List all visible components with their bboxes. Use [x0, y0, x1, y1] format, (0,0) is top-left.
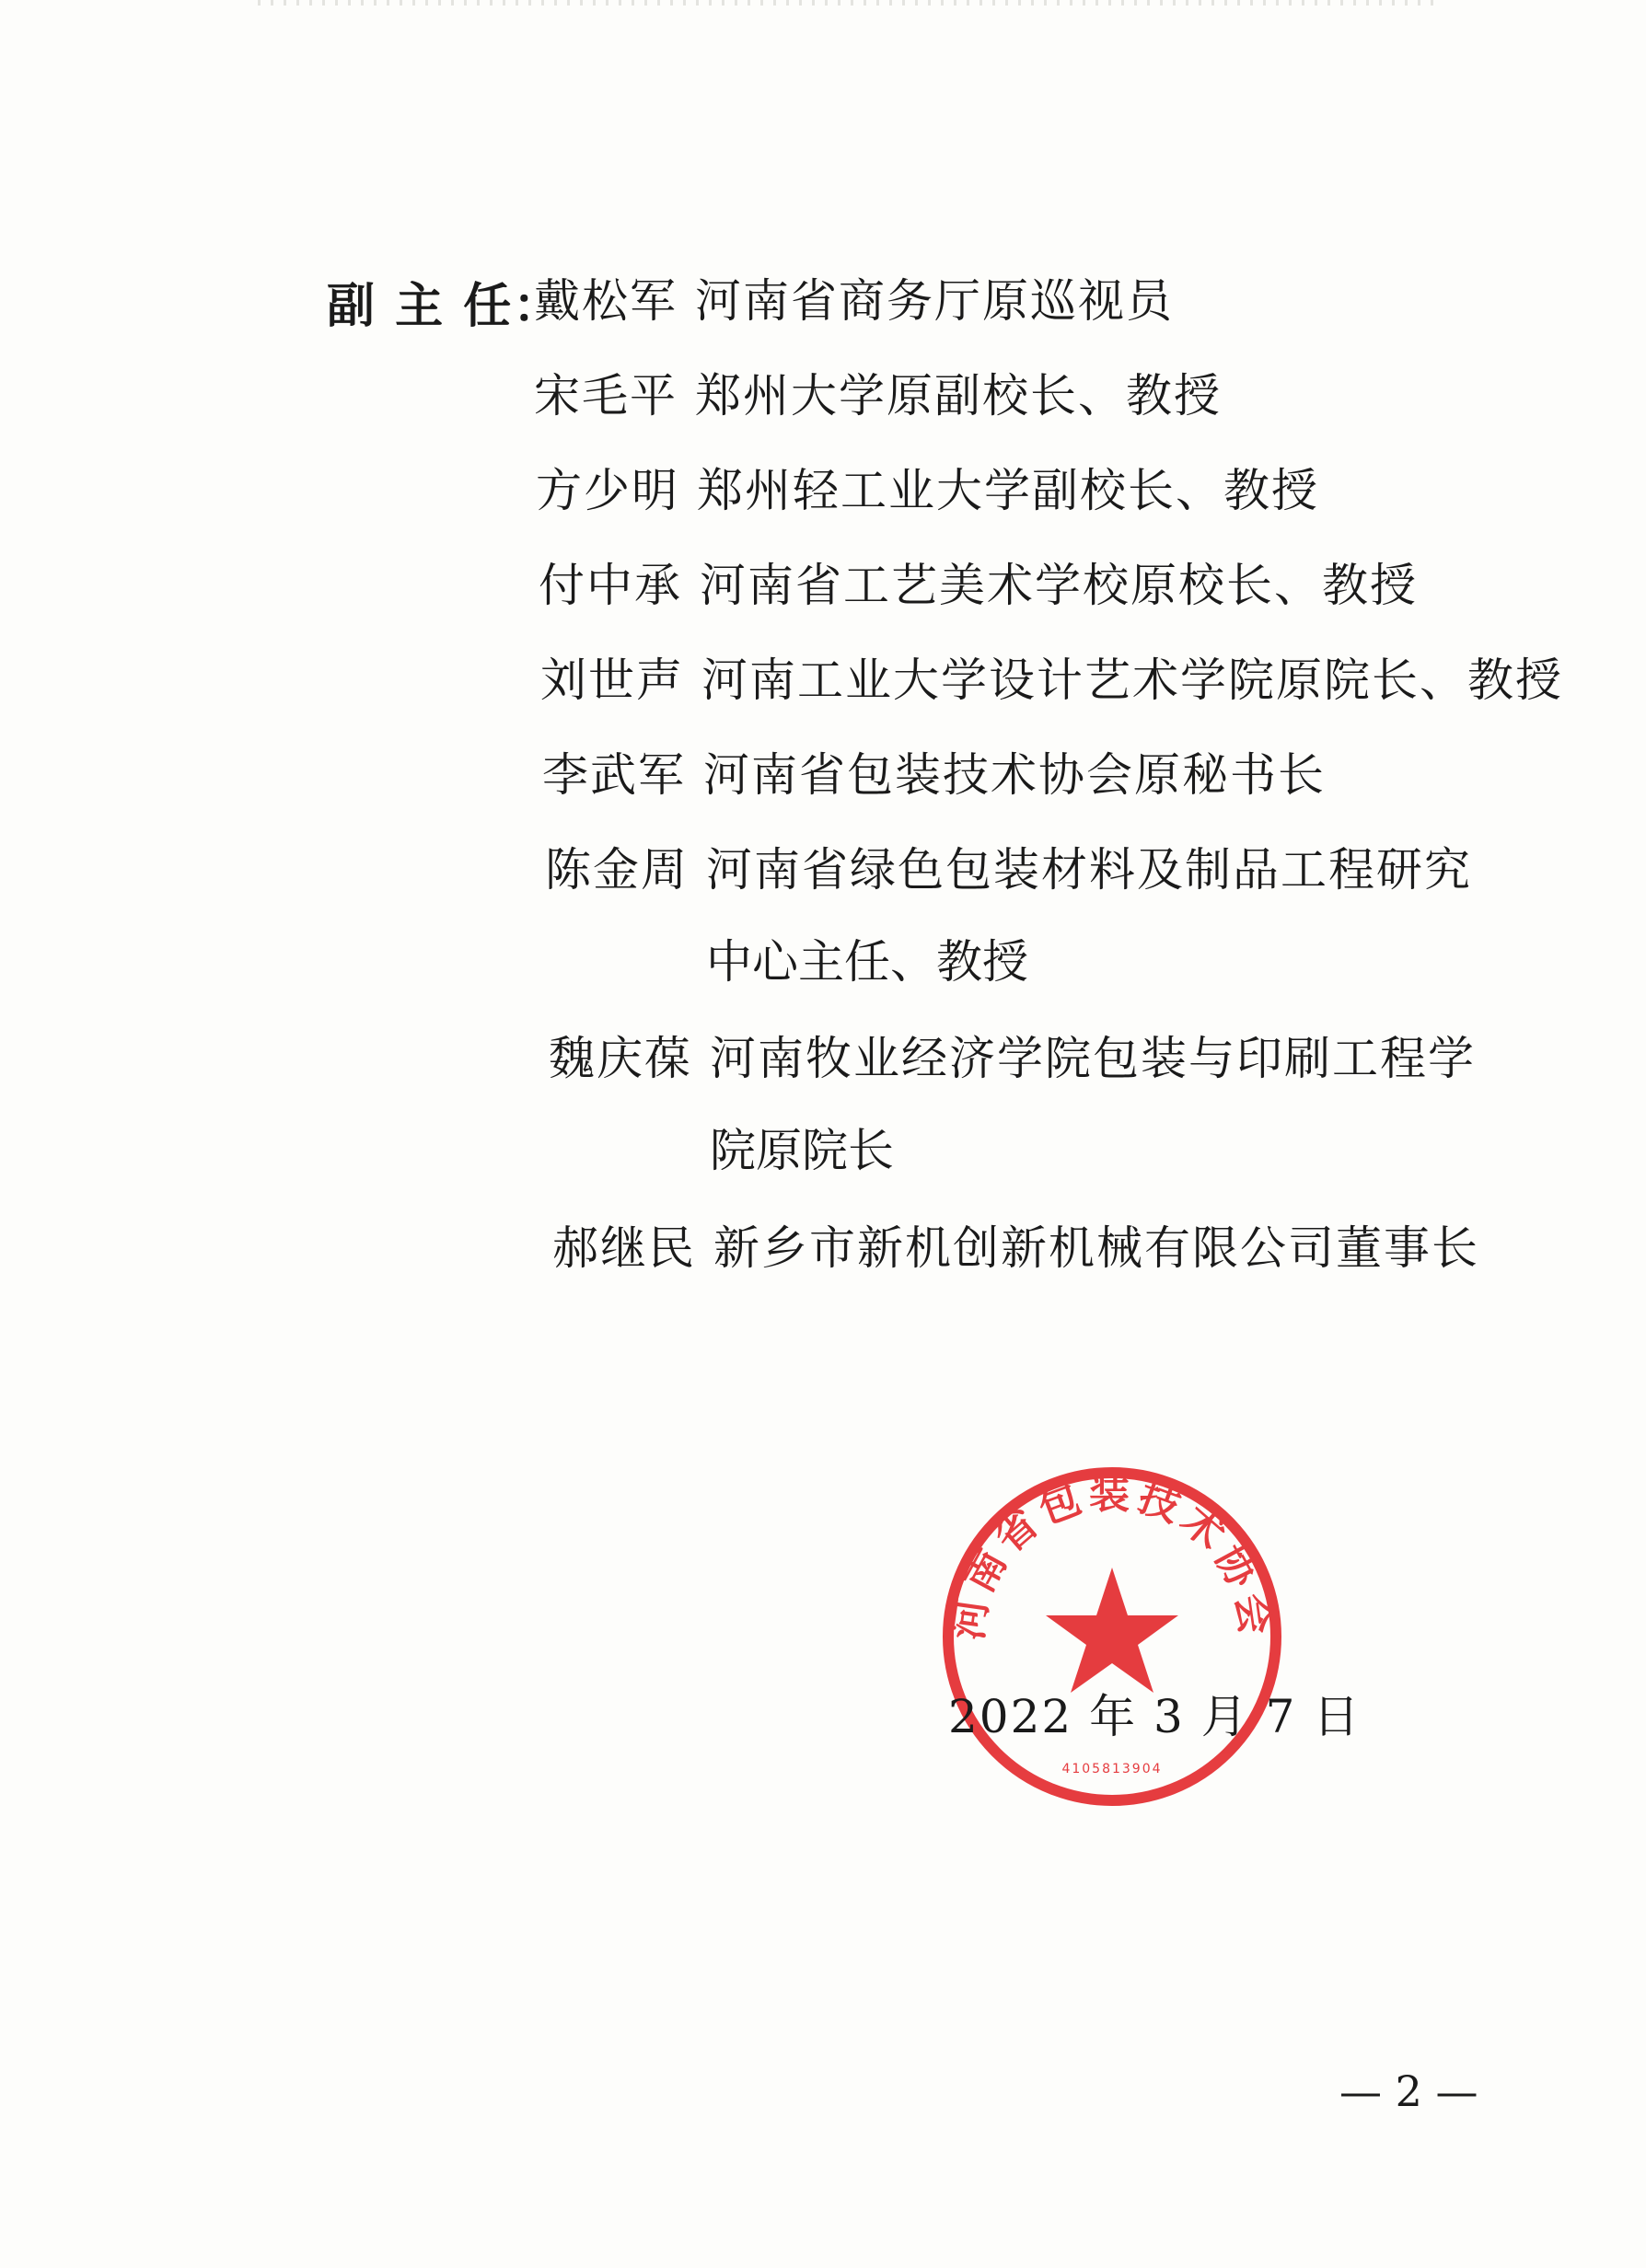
scan-top-edge	[258, 0, 1436, 6]
seal-serial: 4105813904	[1061, 1762, 1163, 1776]
member-name: 刘世声	[540, 654, 684, 707]
role-label: 副 主 任：	[327, 278, 563, 334]
member-entry	[539, 539, 1418, 631]
member-entry	[536, 445, 1319, 537]
member-entry	[552, 1202, 1479, 1294]
member-title: 郑州大学原副校长、教授	[695, 369, 1222, 422]
member-entry	[545, 824, 1472, 1008]
member-name: 宋毛平	[534, 369, 678, 422]
document-date: 2022 年 3 月 7 日	[948, 1690, 1362, 1743]
member-name: 方少明	[536, 464, 679, 517]
official-seal	[937, 1462, 1287, 1811]
seal-text: 河南省包装技术协会	[945, 1471, 1280, 1643]
member-name: 戴松军	[534, 274, 678, 328]
page-number: — 2 —	[1339, 2066, 1478, 2116]
member-entry	[534, 255, 1174, 347]
member-title: 郑州轻工业大学副校长、教授	[697, 464, 1319, 517]
member-name: 付中承	[539, 559, 682, 612]
member-name: 魏庆葆	[549, 1032, 692, 1085]
member-entry	[542, 729, 1326, 821]
member-title: 河南省绿色包装材料及制品工程研究	[706, 843, 1472, 897]
member-title: 河南工业大学设计艺术学院原院长、教授	[701, 654, 1563, 707]
member-title-continued: 院原院长	[710, 1124, 894, 1177]
member-name: 李武军	[542, 748, 686, 802]
member-entry	[549, 1012, 1476, 1197]
member-title: 河南省工艺美术学校原校长、教授	[700, 559, 1418, 612]
member-entry	[534, 350, 1222, 442]
member-title: 河南牧业经济学院包装与印刷工程学	[710, 1032, 1476, 1085]
member-name: 郝继民	[552, 1221, 696, 1275]
member-title-continued: 中心主任、教授	[706, 935, 1028, 989]
member-title: 河南省商务厅原巡视员	[695, 274, 1174, 328]
member-title: 河南省包装技术协会原秘书长	[703, 748, 1326, 802]
member-title: 新乡市新机创新机械有限公司董事长	[713, 1221, 1479, 1275]
star-icon	[1046, 1568, 1178, 1693]
member-entry	[540, 634, 1563, 726]
member-name: 陈金周	[545, 843, 689, 897]
